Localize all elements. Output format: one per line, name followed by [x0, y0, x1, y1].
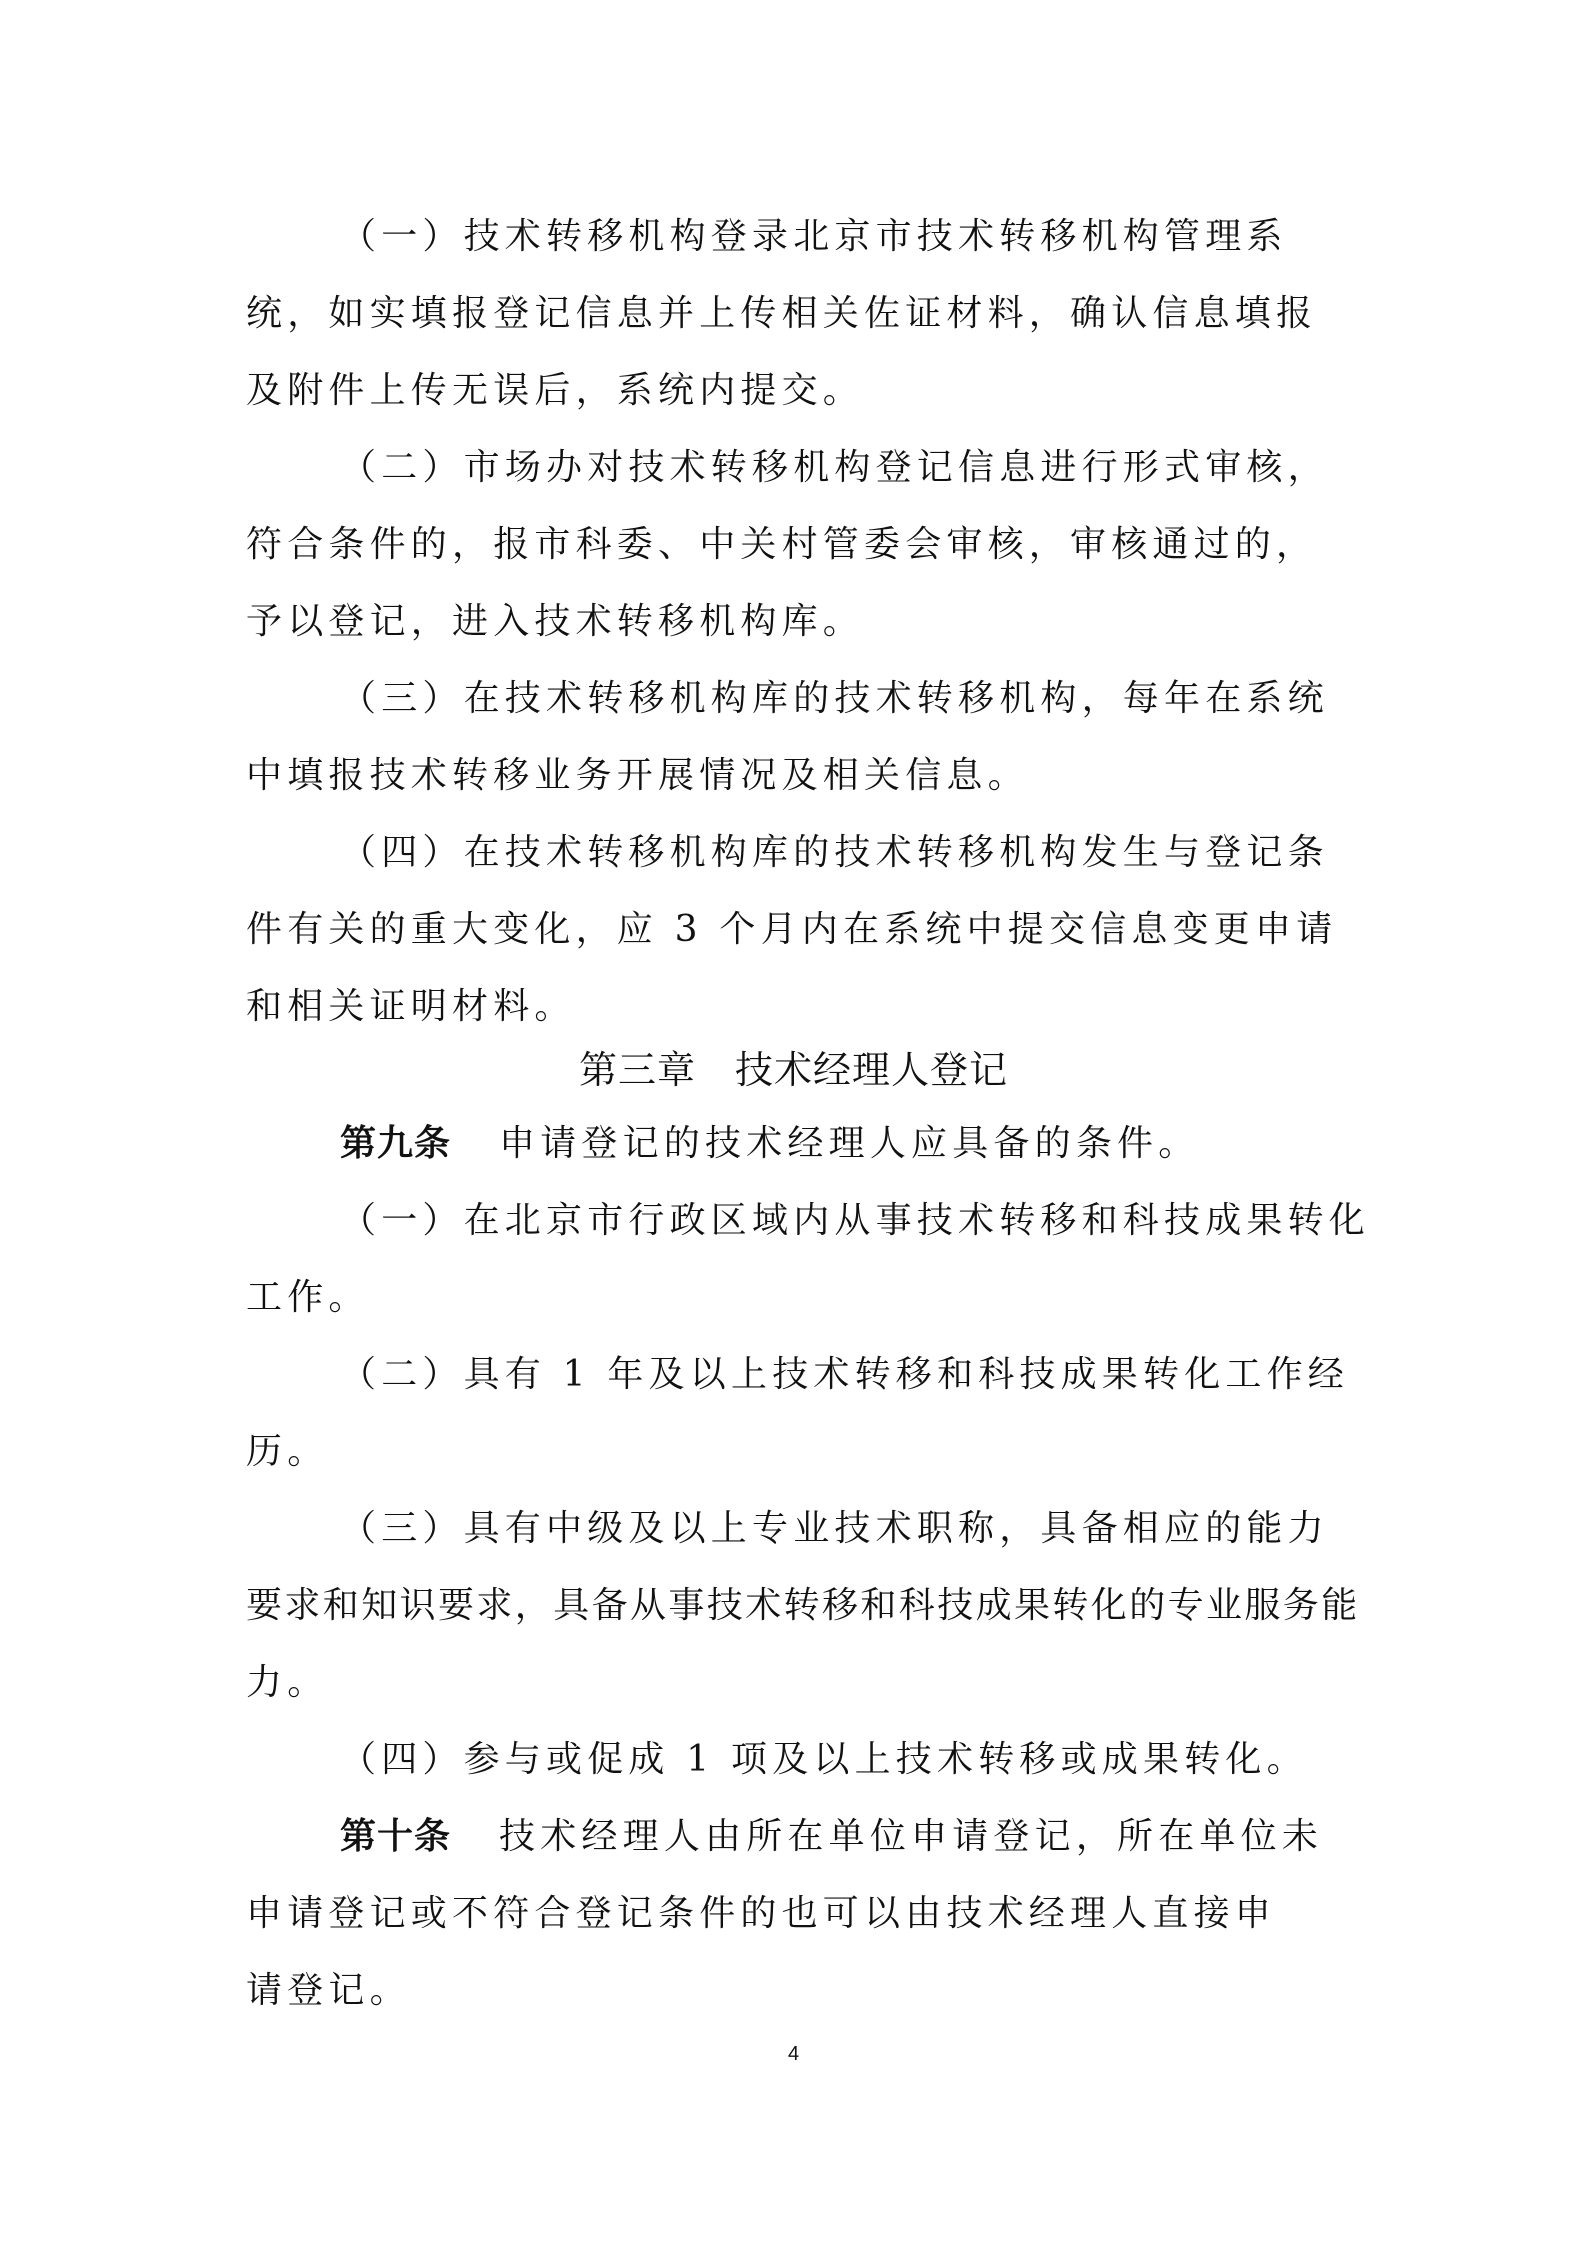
article-9-item-1-line-1: （一）在北京市行政区域内从事技术转移和科技成果转化 [340, 1200, 1371, 1241]
article-10-text: 技术经理人由所在单位申请登记，所在单位未 [499, 1816, 1324, 1857]
page-number: 4 [787, 2043, 800, 2065]
article-10-line-3: 请登记。 [246, 1970, 411, 2011]
article-9-item-3-line-2: 要求和知识要求，具备从事技术转移和科技成果转化的专业服务能 [246, 1585, 1360, 1626]
clause-4-line-2: 件有关的重大变化，应 3 个月内在系统中提交信息变更申请 [246, 909, 1338, 950]
article-9-item-2-line-1: （二）具有 1 年及以上技术转移和科技成果转化工作经 [340, 1354, 1349, 1395]
clause-2-line-1: （二）市场办对技术转移机构登记信息进行形式审核， [340, 447, 1329, 488]
article-10-line-2: 申请登记或不符合登记条件的也可以由技术经理人直接申 [246, 1893, 1277, 1934]
clause-3-line-2: 中填报技术转移业务开展情况及相关信息。 [246, 755, 1029, 796]
clause-1-line-2: 统，如实填报登记信息并上传相关佐证材料，确认信息填报 [246, 293, 1318, 334]
clause-1-line-3: 及附件上传无误后，系统内提交。 [246, 370, 865, 411]
article-9-item-3-line-3: 力。 [246, 1662, 329, 1703]
clause-4-line-3: 和相关证明材料。 [246, 986, 576, 1027]
clause-2-line-3: 予以登记，进入技术转移机构库。 [246, 601, 865, 642]
article-9-item-1-line-2: 工作。 [246, 1277, 370, 1318]
article-9-item-4-line-1: （四）参与或促成 1 项及以上技术转移或成果转化。 [340, 1739, 1308, 1780]
clause-1-line-1: （一）技术转移机构登录北京市技术转移机构管理系 [340, 216, 1288, 257]
article-10-line-1 [340, 1812, 1356, 1862]
article-9-intro: 申请登记的技术经理人应具备的条件。 [499, 1123, 1200, 1164]
chapter-heading: 第三章 技术经理人登记 [578, 1048, 1008, 1092]
article-9-label: 第九条 [340, 1123, 452, 1164]
clause-3-line-1: （三）在技术转移机构库的技术转移机构，每年在系统 [340, 678, 1329, 719]
article-9-item-2-line-2: 历。 [246, 1431, 329, 1472]
clause-4-line-1: （四）在技术转移机构库的技术转移机构发生与登记条 [340, 832, 1329, 873]
article-10-label: 第十条 [340, 1816, 452, 1857]
article-9-intro-line [340, 1119, 1356, 1169]
clause-2-line-2: 符合条件的，报市科委、中关村管委会审核，审核通过的， [246, 524, 1318, 565]
article-9-item-3-line-1: （三）具有中级及以上专业技术职称，具备相应的能力 [340, 1508, 1329, 1549]
